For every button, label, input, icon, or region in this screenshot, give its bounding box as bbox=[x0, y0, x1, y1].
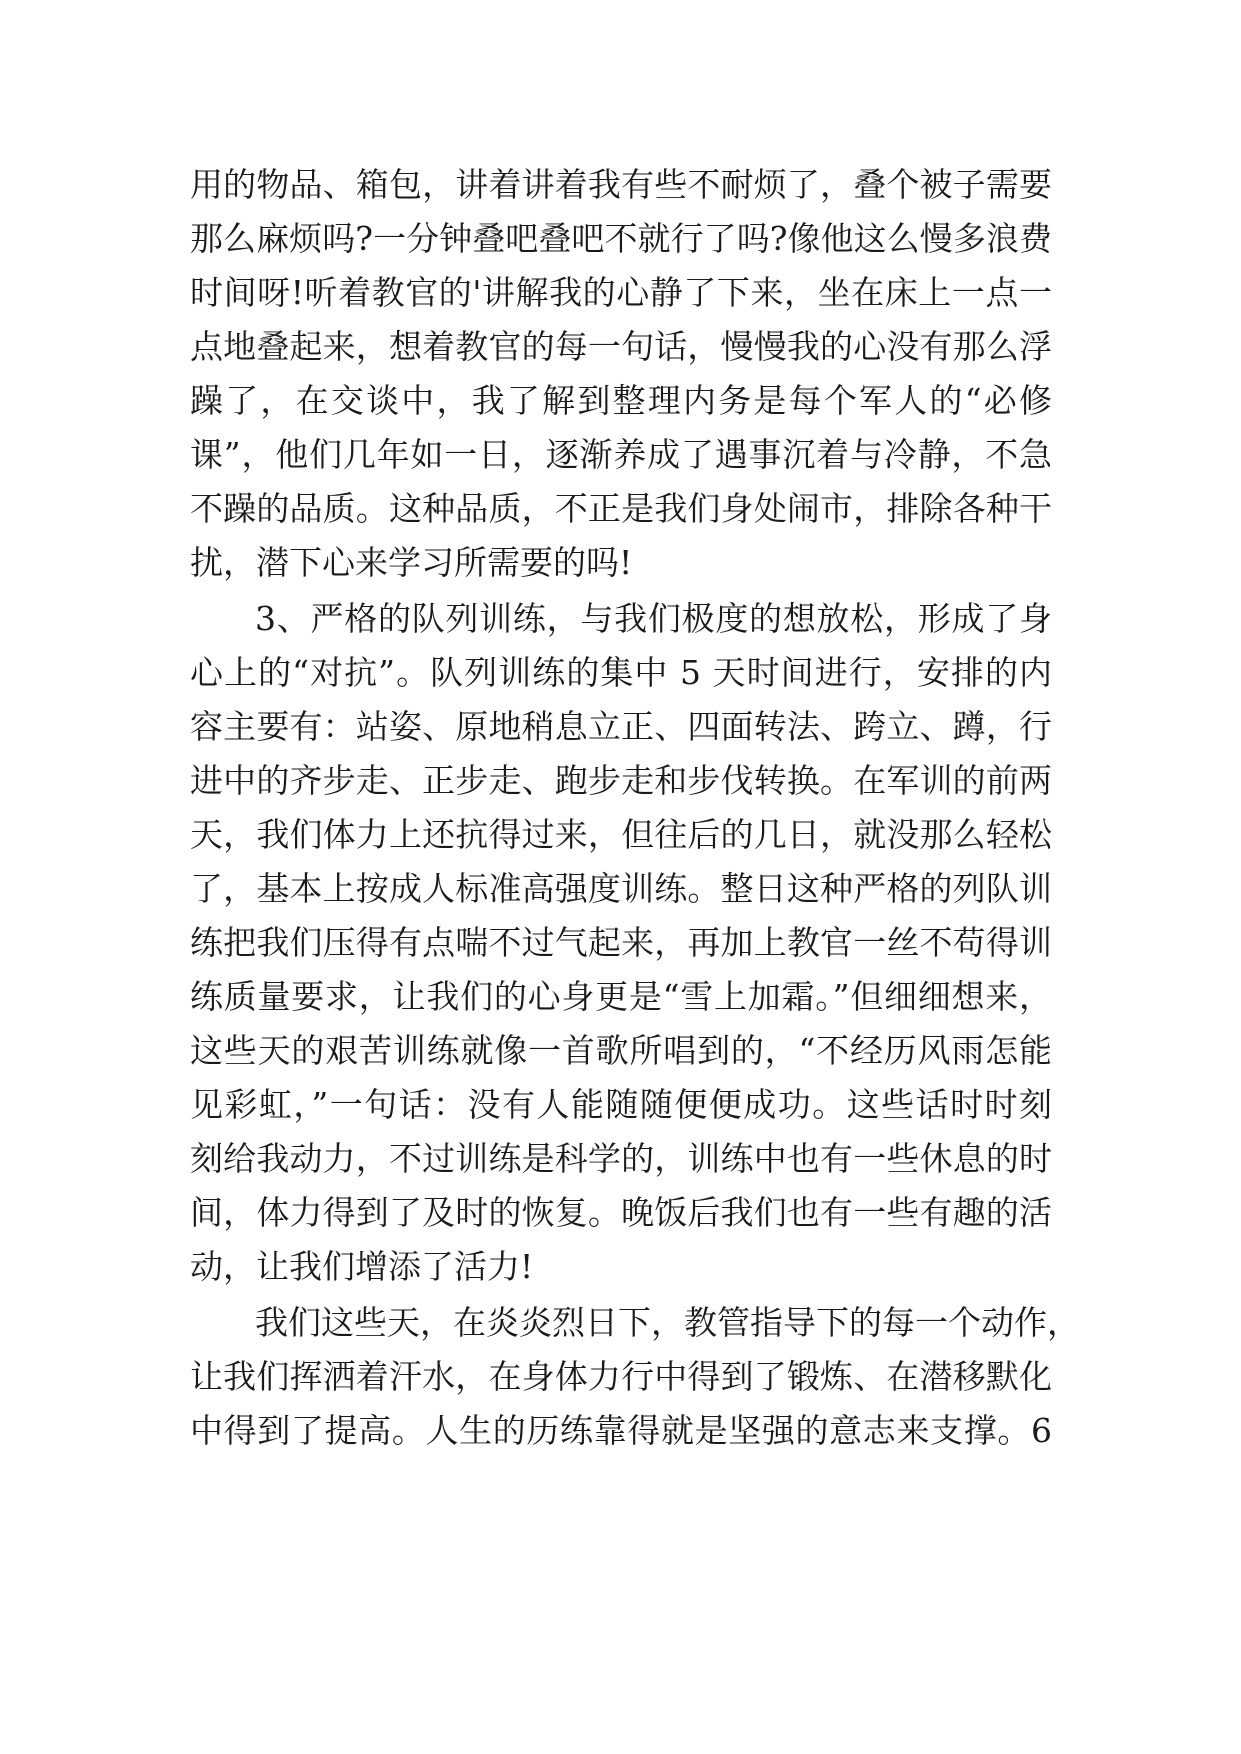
text-line: 扰，潜下心来学习所需要的吗! bbox=[190, 543, 633, 582]
text-line: 了，基本上按成人标准高强度训练。整日这种严格的列队训 bbox=[190, 869, 1052, 908]
text-line: 进中的齐步走、正步走、跑步走和步伐转换。在军训的前两 bbox=[190, 761, 1052, 800]
text-line: 刻给我动力，不过训练是科学的，训练中也有一些休息的时 bbox=[190, 1139, 1052, 1178]
text-line: 间，体力得到了及时的恢复。晚饭后我们也有一些有趣的活 bbox=[190, 1193, 1052, 1232]
text-line: 课”，他们几年如一日，逐渐养成了遇事沉着与冷静，不急 bbox=[190, 435, 1052, 474]
text-line: 中得到了提高。人生的历练靠得就是坚强的意志来支撑。6 bbox=[190, 1411, 1052, 1450]
paragraph-first-line: 我们这些天，在炎炎烈日下，教管指导下的每一个动作， bbox=[255, 1303, 1080, 1342]
text-line: 点地叠起来，想着教官的每一句话，慢慢我的心没有那么浮 bbox=[190, 327, 1052, 366]
text-line: 见彩虹，”一句话：没有人能随随便便成功。这些话时时刻 bbox=[190, 1085, 1052, 1124]
text-line: 用的物品、箱包，讲着讲着我有些不耐烦了，叠个被子需要 bbox=[190, 165, 1052, 204]
text-line: 心上的“对抗”。队列训练的集中 5 天时间进行，安排的内 bbox=[190, 653, 1052, 692]
text-line: 让我们挥洒着汗水，在身体力行中得到了锻炼、在潜移默化 bbox=[190, 1357, 1052, 1396]
text-line: 不躁的品质。这种品质，不正是我们身处闹市，排除各种干 bbox=[190, 489, 1052, 528]
text-line: 容主要有：站姿、原地稍息立正、四面转法、跨立、蹲，行 bbox=[190, 707, 1052, 746]
paragraph-first-line: 3、严格的队列训练，与我们极度的想放松，形成了身 bbox=[255, 599, 1052, 638]
text-line: 这些天的艰苦训练就像一首歌所唱到的，“不经历风雨怎能 bbox=[190, 1031, 1052, 1070]
text-line: 动，让我们增添了活力! bbox=[190, 1247, 534, 1286]
text-line: 练把我们压得有点喘不过气起来，再加上教官一丝不苟得训 bbox=[190, 923, 1052, 962]
text-line: 那么麻烦吗?一分钟叠吧叠吧不就行了吗?像他这么慢多浪费 bbox=[190, 219, 1052, 258]
text-line: 躁了，在交谈中，我了解到整理内务是每个军人的“必修 bbox=[190, 381, 1052, 420]
text-line: 练质量要求，让我们的心身更是“雪上加霜。”但细细想来， bbox=[190, 977, 1052, 1016]
text-line: 天，我们体力上还抗得过来，但往后的几日，就没那么轻松 bbox=[190, 815, 1052, 854]
text-line: 时间呀!听着教官的'讲解我的心静了下来，坐在床上一点一 bbox=[190, 273, 1052, 312]
